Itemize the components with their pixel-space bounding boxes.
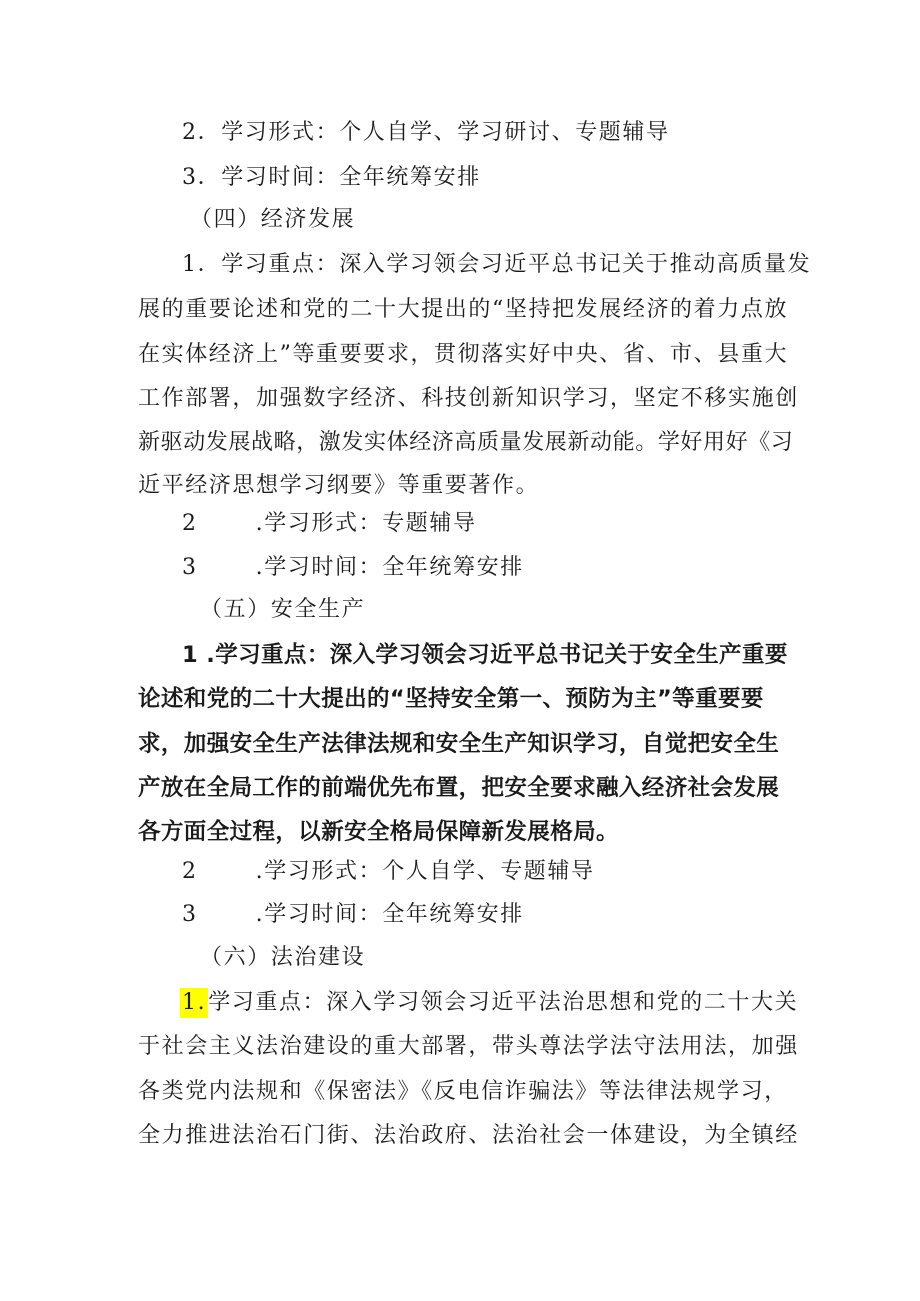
s4-focus-line: 新驱动发展战略，激发实体经济高质量发展新动能。学好用好《习 bbox=[138, 430, 794, 455]
s3-study-time: 3．学习时间：全年统筹安排 bbox=[182, 165, 481, 190]
s5-focus-line: 各方面全过程，以新安全格局保障新发展格局。 bbox=[138, 819, 619, 845]
s6-focus-line: 于社会主义法治建设的重大部署，带头尊法学法守法用法，加强 bbox=[138, 1034, 799, 1059]
item-text: .学习时间：全年统筹安排 bbox=[255, 902, 524, 927]
s4-study-form bbox=[182, 509, 477, 539]
s5-focus-line: 1 .学习重点：深入学习领会习近平总书记关于安全生产重要 bbox=[182, 642, 788, 668]
s5-heading: （五）安全生产 bbox=[200, 597, 366, 622]
highlighted-item-number: 1. bbox=[180, 988, 208, 1018]
s5-study-time bbox=[182, 900, 524, 930]
item-number: 3 bbox=[182, 555, 198, 580]
item-number: 2 bbox=[182, 859, 198, 884]
s5-focus-line: 产放在全局工作的前端优先布置，把安全要求融入经济社会发展 bbox=[138, 775, 780, 801]
s5-focus-line: 论述和党的二十大提出的“坚持安全第一、预防为主”等重要要 bbox=[138, 686, 764, 712]
s5-study-form bbox=[182, 857, 595, 887]
s4-focus-line: 近平经济思想学习纲要》等重要著作。 bbox=[138, 473, 540, 498]
s4-heading: （四）经济发展 bbox=[190, 207, 356, 232]
s4-study-time bbox=[182, 553, 524, 583]
item-number: 2 bbox=[182, 511, 198, 536]
item-text: .学习形式：个人自学、专题辅导 bbox=[255, 859, 595, 884]
s6-focus-line: 各类党内法规和《保密法》《反电信诈骗法》等法律法规学习， bbox=[138, 1079, 788, 1104]
s4-focus-line: 在实体经济上”等重要要求，贯彻落实好中央、省、市、县重大 bbox=[138, 342, 789, 367]
s6-focus-line: 全力推进法治石门街、法治政府、法治社会一体建设，为全镇经 bbox=[138, 1123, 799, 1148]
item-text: .学习形式：专题辅导 bbox=[255, 511, 477, 536]
item-number: 3 bbox=[182, 902, 198, 927]
s4-focus-line: 1．学习重点：深入学习领会习近平总书记关于推动高质量发 bbox=[182, 252, 812, 277]
item-text: .学习时间：全年统筹安排 bbox=[255, 555, 524, 580]
item-text: 学习重点：深入学习领会习近平法治思想和党的二十大关 bbox=[208, 990, 799, 1015]
s6-focus-first-line bbox=[180, 988, 798, 1018]
s4-focus-line: 工作部署，加强数字经济、科技创新知识学习，坚定不移实施创 bbox=[138, 386, 799, 411]
s6-heading: （六）法治建设 bbox=[200, 945, 366, 970]
s3-study-form: 2．学习形式：个人自学、学习研讨、专题辅导 bbox=[182, 120, 670, 145]
s5-focus-line: 求，加强安全生产法律法规和安全生产知识学习，自觉把安全生 bbox=[138, 731, 780, 757]
s4-focus-line: 展的重要论述和党的二十大提出的“坚持把发展经济的着力点放 bbox=[138, 297, 789, 322]
